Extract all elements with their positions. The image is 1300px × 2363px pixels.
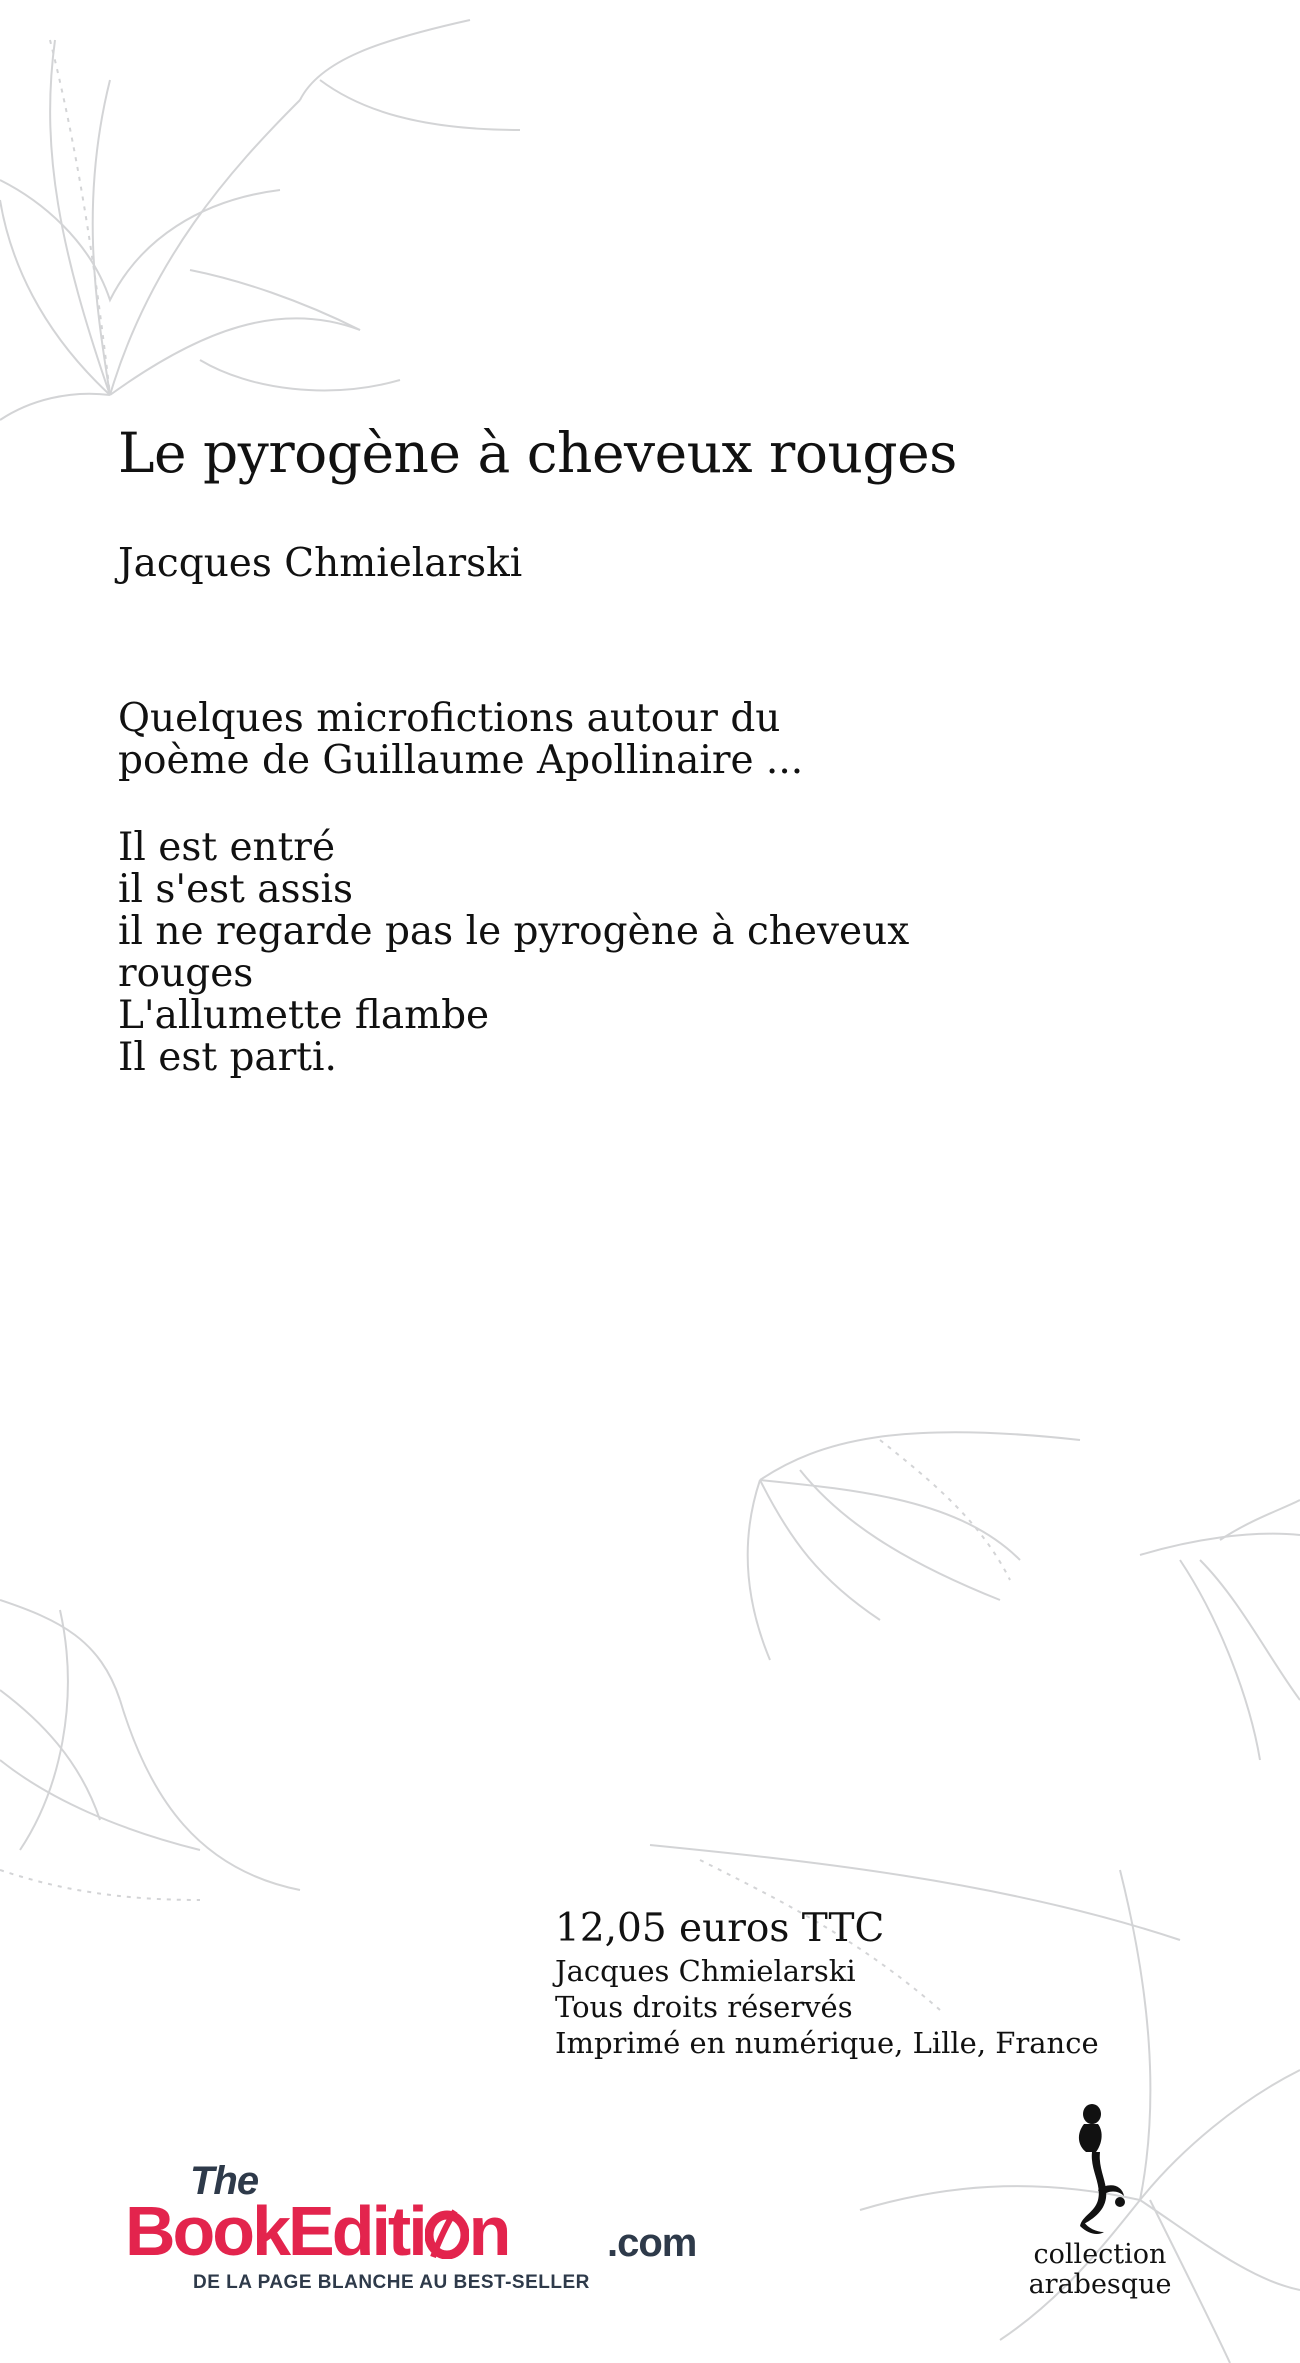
poem-line: rouges — [118, 951, 254, 996]
colophon-rights: Tous droits réservés — [555, 1990, 853, 2024]
book-blurb — [118, 698, 803, 782]
leaf-left-middle — [0, 1600, 300, 1900]
poem-line: Il est parti. — [118, 1035, 337, 1080]
logo-the: The — [190, 2159, 259, 2203]
poem-line: il s'est assis — [118, 867, 354, 912]
book-title: Le pyrogène à cheveux rouges — [118, 421, 957, 485]
poem-line: il ne regarde pas le pyrogène à cheveux — [118, 909, 910, 954]
poem-line: Il est entré — [118, 825, 336, 870]
collection-mark — [1020, 2100, 1180, 2310]
logo-wordmark-right: n — [468, 2192, 509, 2270]
poem-excerpt — [118, 827, 909, 1079]
publisher-logo — [125, 2160, 715, 2300]
colophon — [555, 1905, 1099, 2061]
leaf-top-left — [0, 20, 520, 420]
price: 12,05 euros TTC — [555, 1906, 885, 1951]
logo-wordmark-left: BookEditi — [125, 2192, 425, 2270]
blurb-line: poème de Guillaume Apollinaire ... — [118, 738, 804, 783]
poem-line: L'allumette flambe — [118, 993, 490, 1038]
colophon-printing: Imprimé en numérique, Lille, France — [555, 2026, 1099, 2060]
book-author: Jacques Chmielarski — [118, 541, 523, 586]
logo-com: .com — [607, 2221, 697, 2265]
collection-label-line2: arabesque — [1028, 2269, 1172, 2300]
logo-wordmark — [125, 2192, 509, 2270]
colophon-author: Jacques Chmielarski — [555, 1954, 856, 1988]
leaf-right-edge — [1140, 1500, 1300, 1760]
blurb-line: Quelques microfictions autour du — [118, 696, 781, 741]
arabesque-figure-icon — [1062, 2100, 1138, 2240]
collection-label — [1020, 2240, 1180, 2300]
quill-icon — [425, 2207, 469, 2259]
leaf-middle-right — [748, 1432, 1080, 1660]
logo-tagline: DE LA PAGE BLANCHE AU BEST-SELLER — [193, 2272, 590, 2293]
collection-label-line1: collection — [1033, 2239, 1167, 2270]
